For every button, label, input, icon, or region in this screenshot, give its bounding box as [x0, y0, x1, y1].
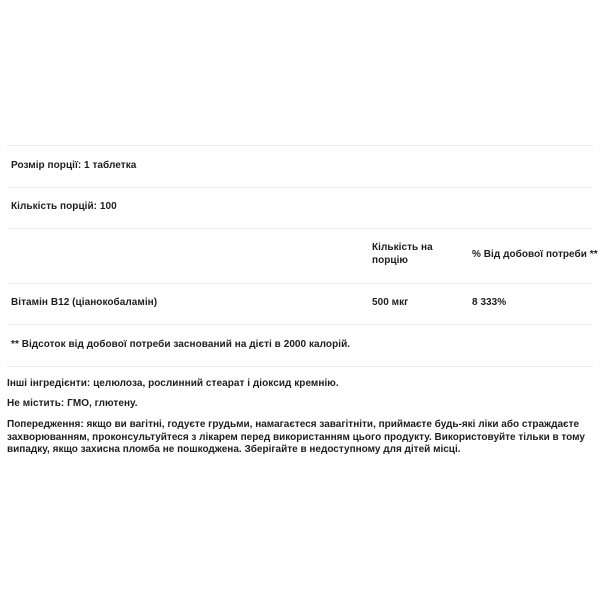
divider: [7, 145, 593, 146]
footnote: ** Відсоток від добової потреби заснований на дієті в 2000 калорій.: [11, 339, 351, 350]
nutrient-name: Вітамін B12 (ціанокобаламін): [11, 297, 158, 308]
serving-size: Розмір порції: 1 таблетка: [11, 160, 137, 171]
divider: [7, 228, 593, 229]
divider: [7, 187, 593, 188]
header-amount-per-serving: Кількість на порцію: [372, 242, 433, 266]
warning-text: Попередження: якщо ви вагітні, годуєте грудьми, намагаєтеся завагітніти, приймаєте будь-які ліки або страждаєте захворюванням, проконсультуйтеся з лікарем перед використанням цього продукту. Використовуйте тільки в тому випадку, якщо захисна пломба не пошкоджена. Зберігайте в недоступному для дітей місці.: [7, 419, 585, 455]
divider: [7, 324, 593, 325]
divider: [7, 366, 593, 367]
other-ingredients: Інші інгредієнти: целюлоза, рослинний стеарат і діоксид кремнію.: [7, 378, 339, 389]
servings-per-container: Кількість порцій: 100: [11, 201, 117, 212]
does-not-contain: Не містить: ГМО, глютену.: [7, 398, 138, 409]
divider: [7, 283, 593, 284]
nutrient-amount: 500 мкг: [372, 297, 409, 308]
header-daily-value: % Від добової потреби **: [472, 249, 598, 260]
nutrient-daily-value: 8 333%: [472, 297, 507, 308]
